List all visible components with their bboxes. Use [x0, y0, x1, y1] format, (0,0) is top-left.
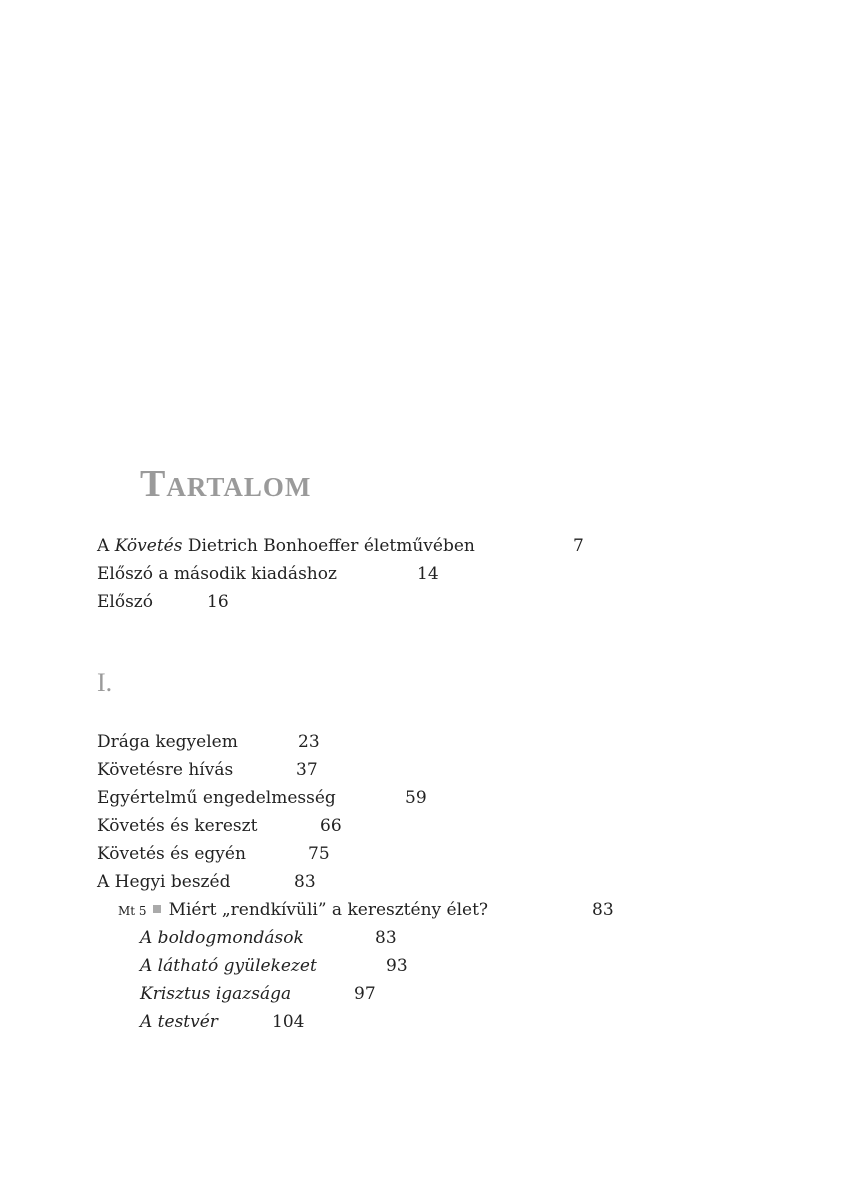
toc-subsection[interactable]: [140, 927, 397, 949]
toc-entry[interactable]: [97, 731, 320, 753]
toc-subsection[interactable]: [140, 955, 408, 977]
entry-text: Drága kegyelem: [97, 732, 238, 752]
scripture-reference: Mt 5: [118, 904, 147, 918]
entry-text: Követésre hívás: [97, 760, 234, 780]
entry-text: A látható gyülekezet: [140, 956, 317, 976]
entry-text: A: [97, 536, 115, 556]
page-number: 7: [573, 536, 584, 556]
toc-entry[interactable]: [97, 535, 584, 557]
page-number: 14: [417, 564, 439, 584]
toc-entry[interactable]: [97, 843, 330, 865]
toc-subsection[interactable]: [140, 983, 376, 1005]
toc-subsection[interactable]: [140, 1011, 305, 1033]
page-number: 93: [386, 956, 408, 976]
part-heading: I.: [97, 668, 113, 697]
title-initial: T: [140, 463, 167, 505]
entry-text: Egyértelmű engedelmesség: [97, 788, 336, 808]
page-number: 16: [207, 592, 229, 612]
entry-text: A Hegyi beszéd: [97, 872, 231, 892]
page-title: [140, 462, 311, 506]
toc-section[interactable]: [118, 899, 614, 922]
page-number: 83: [592, 900, 614, 920]
title-rest: ARTALOM: [166, 472, 312, 502]
toc-entry[interactable]: [97, 815, 342, 837]
square-bullet-icon: [153, 905, 161, 913]
toc-entry[interactable]: [97, 871, 316, 893]
page-number: 97: [354, 984, 376, 1004]
entry-text: A boldogmondások: [140, 928, 304, 948]
entry-text: Előszó: [97, 592, 153, 612]
toc-entry[interactable]: [97, 563, 439, 585]
page-number: 104: [272, 1012, 305, 1032]
toc-entry[interactable]: [97, 759, 318, 781]
page-number: 83: [294, 872, 316, 892]
page-number: 66: [320, 816, 342, 836]
toc-entry[interactable]: [97, 787, 427, 809]
page-number: 75: [308, 844, 330, 864]
toc-entry[interactable]: [97, 591, 229, 613]
entry-text: Követés és kereszt: [97, 816, 258, 836]
entry-text: Miért „rendkívüli” a keresztény élet?: [168, 900, 489, 920]
entry-text: Követés és egyén: [97, 844, 246, 864]
page-number: 59: [405, 788, 427, 808]
entry-text: Krisztus igazsága: [140, 984, 292, 1004]
page-number: 37: [296, 760, 318, 780]
entry-italic: Követés: [114, 536, 183, 556]
entry-text: A testvér: [140, 1012, 218, 1032]
entry-text: Dietrich Bonhoeffer életművében: [182, 536, 475, 556]
entry-text: Előszó a második kiadáshoz: [97, 564, 337, 584]
page-number: 23: [298, 732, 320, 752]
page-number: 83: [375, 928, 397, 948]
